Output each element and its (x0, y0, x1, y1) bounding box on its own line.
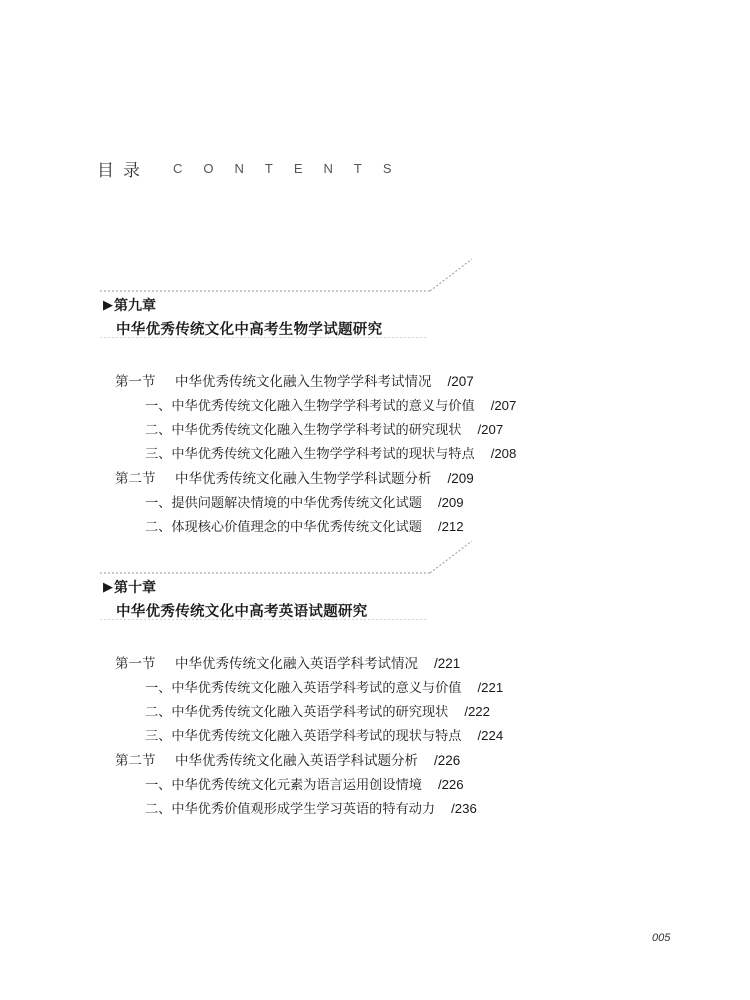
page-ref: /207 (490, 398, 517, 413)
page-number: 005 (652, 932, 671, 944)
chapter-title: 中华优秀传统文化中高考生物学试题研究 (116, 322, 383, 338)
toc-header (97, 156, 413, 180)
subsection-title: 三、中华优秀传统文化融入生物学学科考试的现状与特点 (145, 447, 475, 462)
page-ref: /212 (437, 519, 464, 534)
page-ref: /207 (447, 374, 474, 389)
page-ref: /209 (437, 495, 464, 510)
page-ref: /209 (447, 471, 474, 486)
toc-section-entry[interactable] (115, 467, 474, 487)
toc-section-entry[interactable] (115, 370, 474, 390)
subsection-title: 一、提供问题解决情境的中华优秀传统文化试题 (145, 496, 422, 511)
subsection-title: 一、中华优秀传统文化融入生物学学科考试的意义与价值 (145, 399, 475, 414)
subsection-title: 二、中华优秀传统文化融入英语学科考试的研究现状 (145, 705, 449, 720)
page-ref: /221 (434, 656, 461, 671)
toc-section-entry[interactable] (115, 652, 460, 672)
section-title: 中华优秀传统文化融入英语学科考试情况 (175, 656, 418, 672)
chapter-label-text: 第十章 (114, 580, 156, 596)
chapter-label-text: 第九章 (114, 298, 156, 314)
subsection-title: 一、中华优秀传统文化元素为语言运用创设情境 (145, 778, 422, 793)
toc-subsection-entry[interactable] (145, 395, 516, 414)
toc-subsection-entry[interactable] (145, 774, 464, 793)
toc-subsection-entry[interactable] (145, 443, 516, 462)
chapter-label (103, 295, 156, 315)
chapter-title: 中华优秀传统文化中高考英语试题研究 (116, 604, 368, 620)
page-ref: /224 (477, 728, 504, 743)
section-title: 中华优秀传统文化融入生物学学科考试情况 (175, 374, 432, 390)
toc-subsection-entry[interactable] (145, 677, 503, 696)
section-title: 中华优秀传统文化融入生物学学科试题分析 (175, 471, 432, 487)
toc-section-entry[interactable] (115, 749, 460, 769)
chapter-9 (0, 258, 750, 538)
page-ref: /236 (451, 801, 477, 816)
toc-title-english: CONTENTS (173, 160, 413, 176)
page-ref: /226 (437, 777, 464, 792)
subsection-title: 二、中华优秀价值观形成学生学习英语的特有动力 (145, 802, 436, 817)
triangle-bullet-icon: ▶ (103, 579, 113, 595)
triangle-bullet-icon: ▶ (103, 297, 113, 313)
toc-subsection-entry[interactable] (145, 419, 503, 438)
section-number: 第二节 (115, 753, 156, 769)
page-ref: /207 (477, 422, 504, 437)
chapter-10 (0, 540, 750, 820)
toc-subsection-entry[interactable] (145, 725, 503, 744)
subsection-title: 一、中华优秀传统文化融入英语学科考试的意义与价值 (145, 681, 462, 696)
toc-title-chinese: 目录 (97, 160, 149, 181)
page-ref: /226 (434, 753, 461, 768)
page-ref: /221 (477, 680, 504, 695)
section-number: 第一节 (115, 374, 156, 390)
toc-subsection-entry[interactable] (145, 492, 464, 511)
page-ref: /222 (464, 704, 490, 719)
toc-subsection-entry[interactable] (145, 701, 490, 720)
subsection-title: 二、中华优秀传统文化融入生物学学科考试的研究现状 (145, 423, 462, 438)
subsection-title: 二、体现核心价值理念的中华优秀传统文化试题 (145, 520, 422, 535)
section-number: 第二节 (115, 471, 156, 487)
toc-subsection-entry[interactable] (145, 516, 464, 535)
subsection-title: 三、中华优秀传统文化融入英语学科考试的现状与特点 (145, 729, 462, 744)
page-ref: /208 (490, 446, 517, 461)
toc-subsection-entry[interactable] (145, 798, 477, 817)
section-title: 中华优秀传统文化融入英语学科试题分析 (175, 753, 418, 769)
chapter-label (103, 577, 156, 597)
section-number: 第一节 (115, 656, 156, 672)
